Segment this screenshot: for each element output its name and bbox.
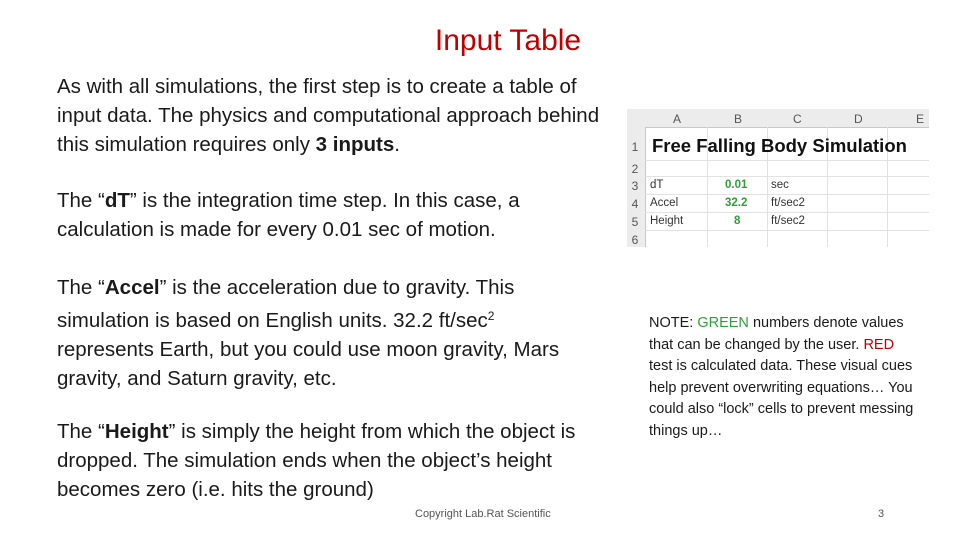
row-divider [645,230,929,231]
note-text [649,313,919,442]
copyright-footer: Copyright Lab.Rat Scientific [415,508,551,520]
note-mid2: test is calculated data. These visual cues help prevent overwriting equations… You could also “lock” cells to prevent messing things up… [649,358,914,439]
cell-label: dT [650,179,664,191]
row-number: 1 [631,140,639,154]
spreadsheet-title: Free Falling Body Simulation [652,135,907,156]
cell-label: Height [650,215,684,227]
row-divider [645,194,929,195]
cell-value: 0.01 [725,179,748,191]
column-letter-b: B [734,112,743,126]
cell-value: 32.2 [725,197,748,209]
cell-label: Accel [650,197,679,209]
cell-unit: ft/sec2 [771,197,805,209]
column-letter-d: D [854,112,863,126]
paragraph-height [57,417,577,504]
p2-bold: dT [104,189,130,212]
cell-unit: sec [771,179,789,191]
column-letter-a: A [673,112,682,126]
spreadsheet-screenshot [627,109,929,247]
p4-bold: Height [104,420,169,443]
row-number: 5 [631,215,639,229]
page-number: 3 [878,508,885,520]
p4-text-a: The “ [57,420,105,443]
p1-bold: 3 inputs [315,133,395,156]
paragraph-inputs [57,72,617,159]
row-number: 6 [631,233,639,247]
slide-title: Input Table [434,24,582,57]
row-divider [645,176,929,177]
paragraph-accel [57,273,577,393]
row-number: 4 [631,197,639,211]
row-number: 3 [631,179,639,193]
row-divider [645,160,929,161]
p3-text-a: The “ [57,276,105,299]
p1-text-a: As with all simulations, the first step is to create a table of input data. The physics and computational approach behind this simulation requires only [57,75,600,156]
note-mid1: numbers denote values that can be changed by the user. [649,315,904,353]
p2-text-a: The “ [57,189,105,212]
row-divider [645,212,929,213]
note-red-word: RED [863,336,895,353]
p2-text-b: ” is the integration time step. In this case, a calculation is made for every 0.01 sec of motion. [57,189,520,241]
column-letter-c: C [793,112,802,126]
note-lead: NOTE: [649,315,698,331]
column-letter-e: E [916,112,925,126]
p3-text-b: ” is the acceleration due to gravity. This simulation is based on English units. 32.2 ft/sec [57,276,515,332]
p1-text-b: . [394,133,400,156]
note-green-word: GREEN [697,315,749,331]
p3-bold: Accel [104,276,160,299]
cell-value: 8 [734,215,741,227]
p3-superscript: 2 [487,309,495,323]
p4-text-b: ” is simply the height from which the object is dropped. The simulation ends when the object’s height becomes zero (i.e. hits the ground) [57,420,576,501]
p3-text-c: represents Earth, but you could use moon gravity, Mars gravity, and Saturn gravity, etc. [57,338,560,390]
paragraph-dt [57,186,597,244]
cell-unit: ft/sec2 [771,215,805,227]
row-number: 2 [631,162,639,176]
